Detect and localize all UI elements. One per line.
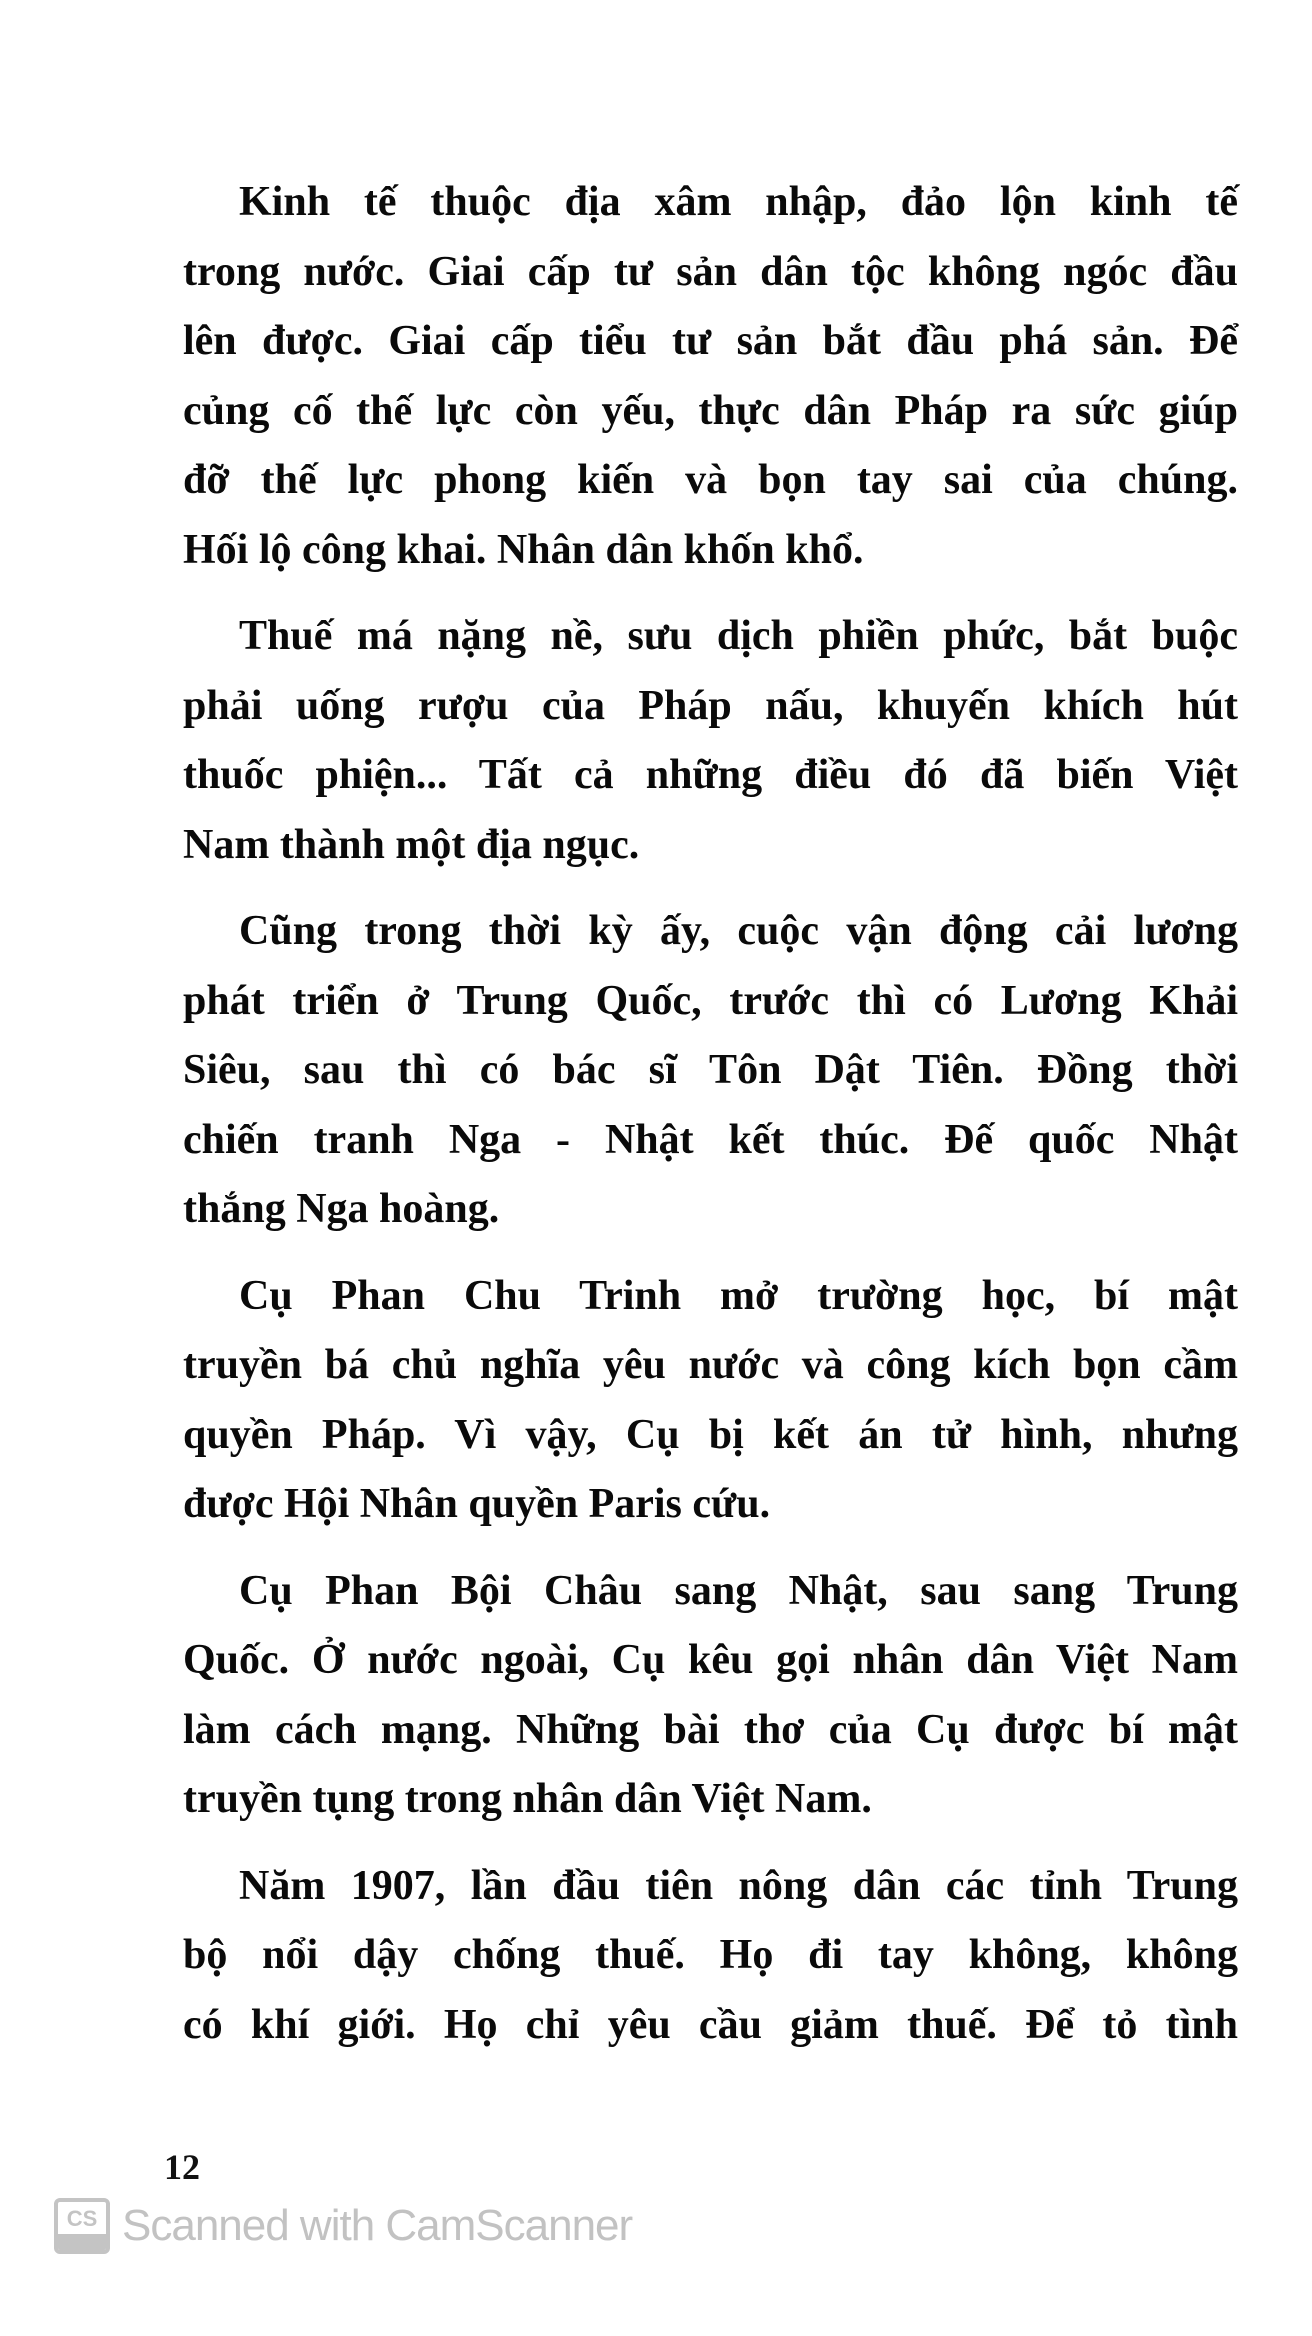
text-line: chiến tranh Nga - Nhật kết thúc. Đế quốc Nhật <box>183 1116 1238 1163</box>
paragraph <box>183 168 1238 585</box>
text-line: Cũng trong thời kỳ ấy, cuộc vận động cải lương <box>239 908 1238 954</box>
text-line: đỡ thế lực phong kiến và bọn tay sai của chúng. <box>183 457 1238 503</box>
text-line: có khí giới. Họ chỉ yêu cầu giảm thuế. Để tỏ tình <box>183 2001 1238 2048</box>
text-line: Cụ Phan Chu Trinh mở trường học, bí mật <box>239 1272 1238 1319</box>
text-line: bộ nổi dậy chống thuế. Họ đi tay không, không <box>183 1932 1238 1978</box>
paragraph <box>183 602 1238 880</box>
text-line: thắng Nga hoàng. <box>183 1186 500 1232</box>
paragraph <box>183 1852 1238 2061</box>
text-line: được Hội Nhân quyền Paris cứu. <box>183 1481 771 1527</box>
text-line: phát triển ở Trung Quốc, trước thì có Lương Khải <box>183 977 1238 1024</box>
text-line: phải uống rượu của Pháp nấu, khuyến khích hút <box>183 682 1238 729</box>
text-line: củng cố thế lực còn yếu, thực dân Pháp ra sức giúp <box>183 387 1238 434</box>
watermark-text: Scanned with CamScanner <box>122 2201 633 2250</box>
text-line: Năm 1907, lần đầu tiên nông dân các tỉnh Trung <box>239 1862 1238 1909</box>
text-line: Siêu, sau thì có bác sĩ Tôn Dật Tiên. Đồng thời <box>183 1047 1238 1093</box>
text-line: thuốc phiện... Tất cả những điều đó đã biến Việt <box>183 752 1238 798</box>
camscanner-logo-icon: CS <box>54 2198 110 2254</box>
paragraph <box>183 1557 1238 1835</box>
page-number: 12 <box>164 2147 200 2187</box>
text-line: truyền bá chủ nghĩa yêu nước và công kích bọn cầm <box>183 1342 1238 1388</box>
text-line: lên được. Giai cấp tiểu tư sản bắt đầu phá sản. Để <box>183 318 1238 364</box>
text-line: Cụ Phan Bội Châu sang Nhật, sau sang Trung <box>239 1567 1238 1614</box>
paragraph <box>183 897 1238 1245</box>
text-line: trong nước. Giai cấp tư sản dân tộc không ngóc đầu <box>183 248 1238 295</box>
text-line: Thuế má nặng nề, sưu dịch phiền phức, bắt buộc <box>239 613 1238 659</box>
text-line: Hối lộ công khai. Nhân dân khốn khổ. <box>183 526 864 573</box>
text-line: quyền Pháp. Vì vậy, Cụ bị kết án tử hình, nhưng <box>183 1411 1238 1458</box>
text-line: Kinh tế thuộc địa xâm nhập, đảo lộn kinh tế <box>239 179 1238 225</box>
text-line: truyền tụng trong nhân dân Việt Nam. <box>183 1776 872 1822</box>
camscanner-watermark <box>54 2198 632 2254</box>
text-line: làm cách mạng. Những bài thơ của Cụ được bí mật <box>183 1706 1238 1753</box>
text-line: Nam thành một địa ngục. <box>183 821 640 868</box>
paragraph <box>183 1262 1238 1540</box>
text-line: Quốc. Ở nước ngoài, Cụ kêu gọi nhân dân Việt Nam <box>183 1637 1238 1683</box>
page-body-text <box>183 168 1238 2077</box>
